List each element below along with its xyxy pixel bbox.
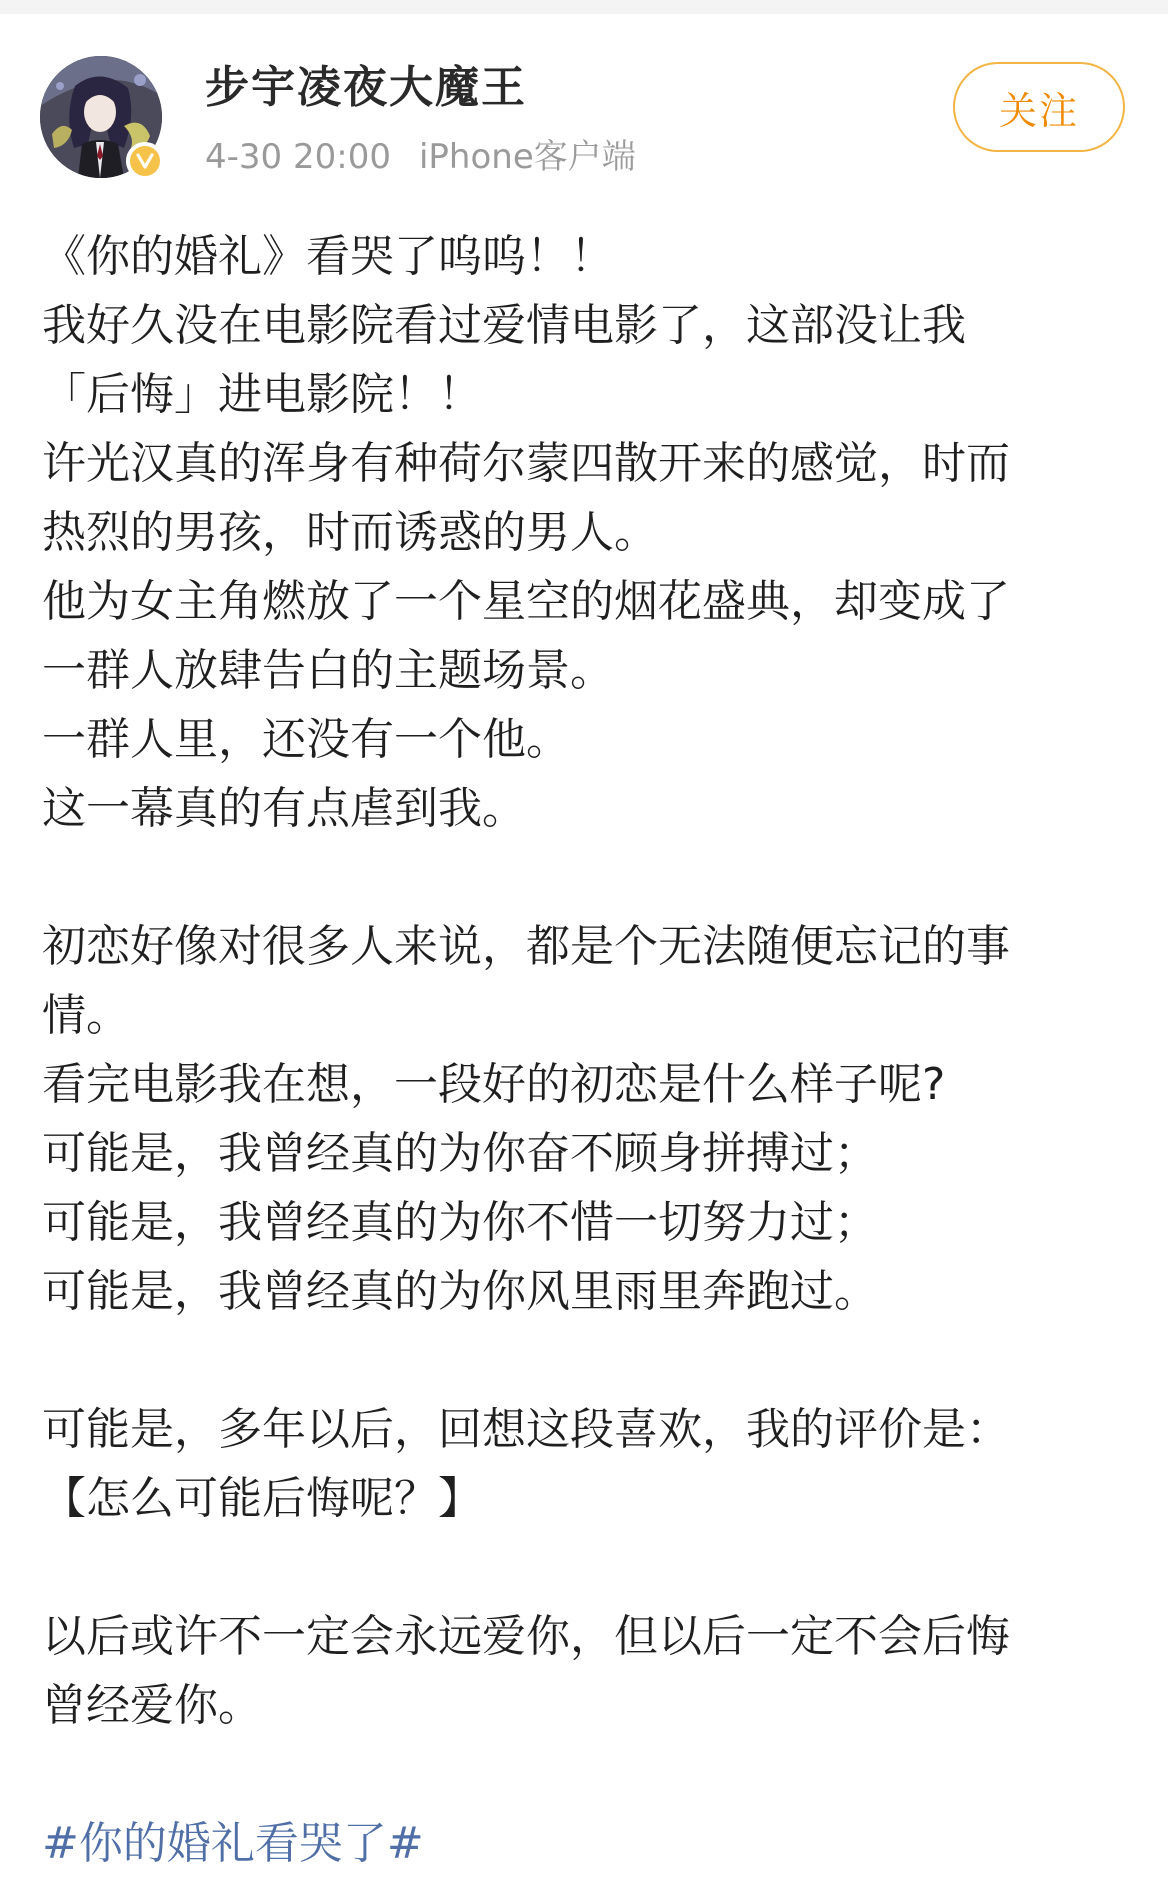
content-line: 初恋好像对很多人来说，都是个无法随便忘记的事 — [42, 921, 1010, 972]
hashtag-link[interactable]: #你的婚礼看哭了# — [42, 1818, 424, 1869]
content-line: 一群人里，还没有一个他。 — [42, 714, 570, 765]
content-line: 【怎么可能后悔呢？】 — [42, 1473, 482, 1524]
post-meta — [205, 137, 636, 177]
content-line: 可能是，我曾经真的为你不惜一切努力过； — [42, 1197, 878, 1248]
content-line: 我好久没在电影院看过爱情电影了，这部没让我 — [42, 300, 966, 351]
post-timestamp: 4-30 20:00 — [205, 137, 391, 177]
content-line: 看完电影我在想，一段好的初恋是什么样子呢? — [42, 1059, 946, 1110]
author-name[interactable]: 步宇凌夜大魔王 — [205, 62, 527, 113]
verified-badge-icon — [126, 142, 164, 180]
content-line: 热烈的男孩，时而诱惑的男人。 — [42, 507, 658, 558]
content-line: 曾经爱你。 — [42, 1680, 262, 1731]
post-header — [0, 0, 1168, 190]
content-line: 一群人放肆告白的主题场景。 — [42, 645, 614, 696]
content-line: 以后或许不一定会永远爱你，但以后一定不会后悔 — [42, 1611, 1010, 1662]
paragraph-gap — [42, 1740, 1132, 1809]
paragraph-gap — [42, 1533, 1132, 1602]
content-line: 「后悔」进电影院！！ — [42, 369, 482, 420]
post-content — [42, 222, 1132, 1878]
content-line: 可能是，多年以后，回想这段喜欢，我的评价是： — [42, 1404, 1010, 1455]
content-line: 他为女主角燃放了一个星空的烟花盛典，却变成了 — [42, 576, 1010, 627]
paragraph-gap — [42, 843, 1132, 912]
follow-button[interactable]: 关注 — [953, 62, 1125, 152]
content-line: 《你的婚礼》看哭了呜呜！！ — [42, 231, 614, 282]
content-line: 这一幕真的有点虐到我。 — [42, 783, 526, 834]
content-line: 可能是，我曾经真的为你风里雨里奔跑过。 — [42, 1266, 878, 1317]
content-line: 情。 — [42, 990, 130, 1041]
content-line: 可能是，我曾经真的为你奋不顾身拼搏过； — [42, 1128, 878, 1179]
paragraph-gap — [42, 1326, 1132, 1395]
content-line: 许光汉真的浑身有种荷尔蒙四散开来的感觉，时而 — [42, 438, 1010, 489]
post-source: iPhone客户端 — [418, 137, 636, 177]
